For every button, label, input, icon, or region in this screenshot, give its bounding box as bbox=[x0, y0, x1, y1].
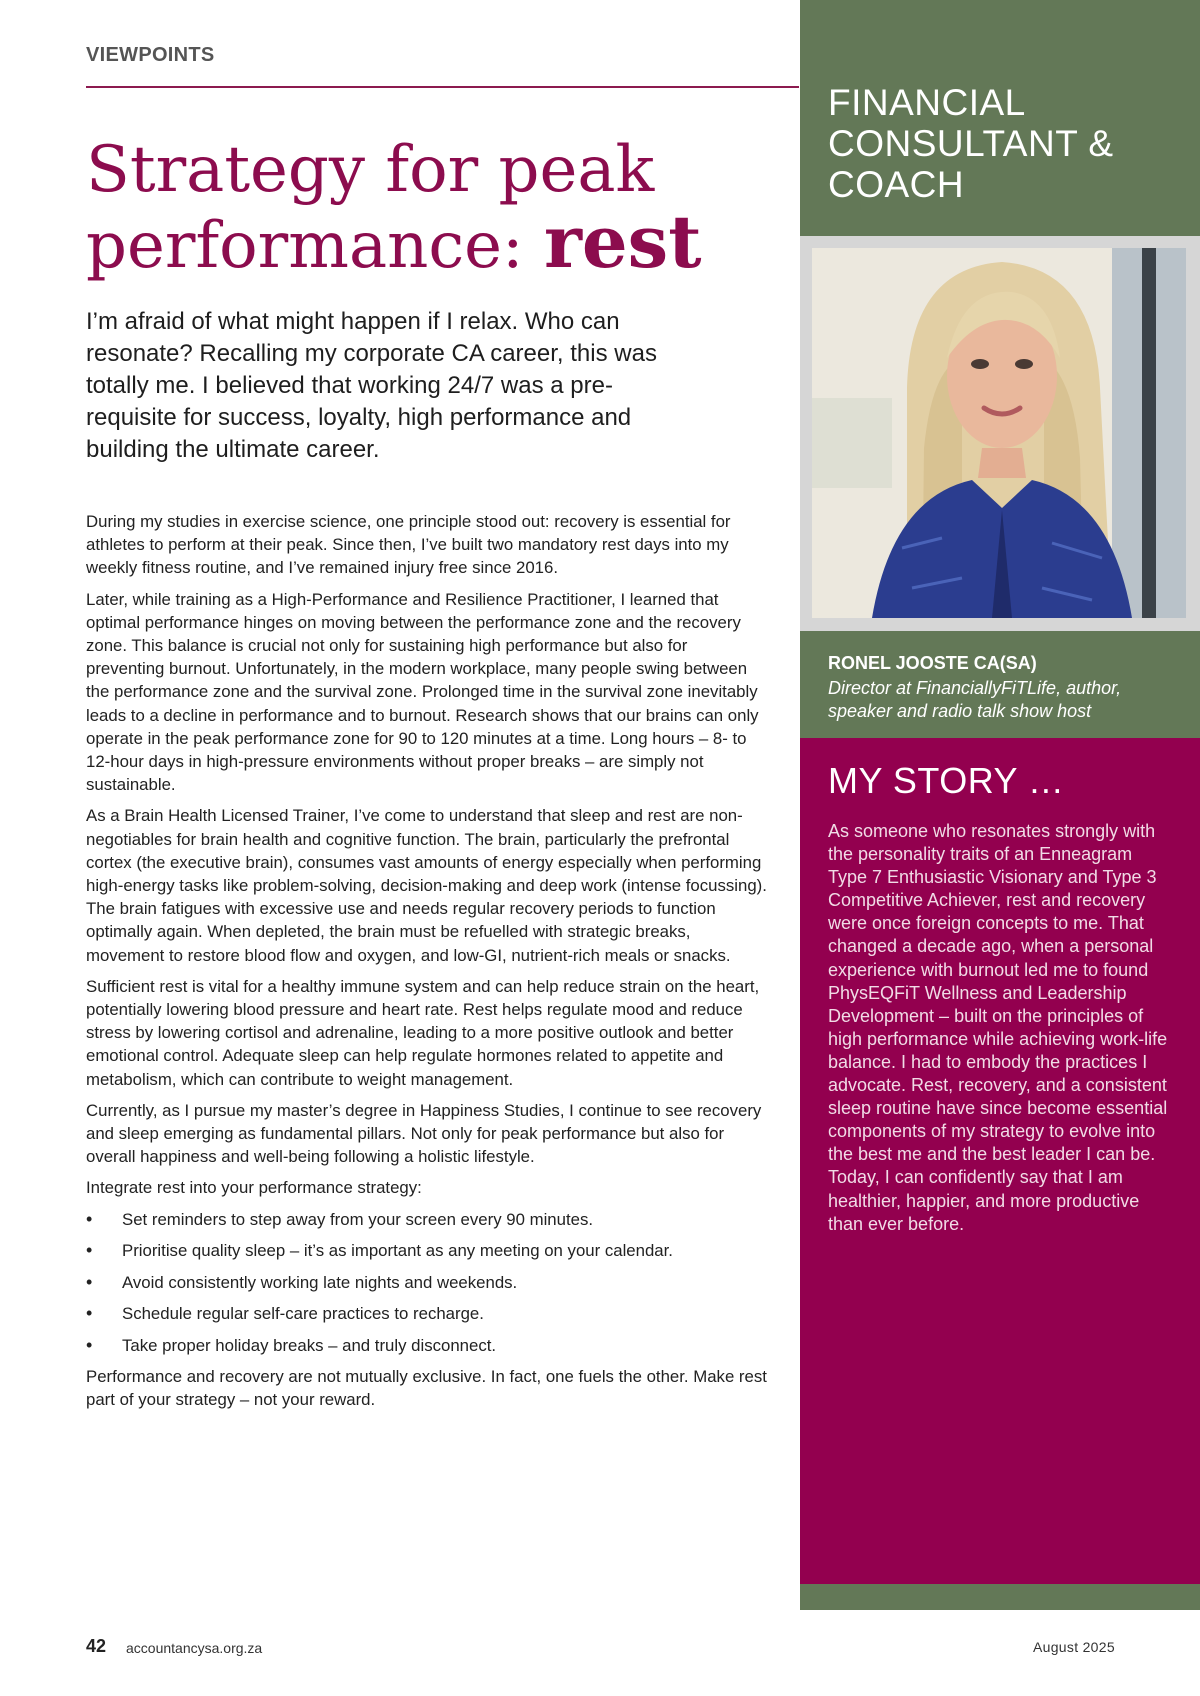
bullet-icon: • bbox=[86, 1334, 93, 1355]
bullet-icon: • bbox=[86, 1303, 93, 1324]
list-item bbox=[86, 1302, 770, 1325]
page-number: 42 bbox=[86, 1636, 107, 1656]
list-item bbox=[86, 1334, 770, 1357]
list-item-text: Take proper holiday breaks – and truly disconnect. bbox=[122, 1335, 497, 1355]
article-body bbox=[86, 510, 770, 1420]
bullet-icon: • bbox=[86, 1240, 93, 1261]
author-bio-block bbox=[800, 631, 1200, 738]
bullet-icon: • bbox=[86, 1271, 93, 1292]
body-paragraph: Sufficient rest is vital for a healthy immune system and can help reduce strain on the heart, potentially lowering blood pressure and heart rate. Rest helps regulate mood and reduce stress by lowering cortisol and adrenaline, leading to a more positive outlook and better emotional control. Adequate sleep can help regulate hormones related to appetite and metabolism, which can contribute to weight management. bbox=[86, 976, 760, 1089]
list-item-text: Avoid consistently working late nights and weekends. bbox=[122, 1272, 518, 1292]
author-role: Director at FinanciallyFiTLife, author, speaker and radio talk show host bbox=[828, 678, 1122, 721]
list-item-text: Set reminders to step away from your screen every 90 minutes. bbox=[122, 1209, 594, 1229]
section-label: VIEWPOINTS bbox=[86, 44, 215, 66]
body-paragraph: During my studies in exercise science, one principle stood out: recovery is essential for athletes to perform at their peak. Since then, I’ve built two mandatory rest days into my weekly fitness routine, and I’ve remained injury free since 2016. bbox=[86, 512, 731, 578]
lead-paragraph: I’m afraid of what might happen if I relax. Who can resonate? Recalling my corporate CA career, this was totally me. I believed that working 24/7 was a pre-requisite for success, loyalty, high performance and building the ultimate career. bbox=[86, 308, 657, 463]
portrait-illustration bbox=[812, 248, 1186, 618]
my-story-block bbox=[800, 738, 1200, 1584]
body-paragraph: Currently, as I pursue my master’s degree in Happiness Studies, I continue to see recovery and sleep emerging as fundamental pillars. Not only for peak performance but also for overall happiness and well-being following a holistic lifestyle. bbox=[86, 1100, 762, 1167]
closing-paragraph: Performance and recovery are not mutually exclusive. In fact, one fuels the other. Make rest part of your strategy – not your reward. bbox=[86, 1367, 767, 1410]
website-link[interactable]: accountancysa.org.za bbox=[126, 1640, 263, 1656]
author-photo bbox=[812, 248, 1186, 618]
issue-date: August 2025 bbox=[1033, 1639, 1115, 1655]
bullet-icon: • bbox=[86, 1208, 93, 1229]
story-heading: MY STORY … bbox=[828, 760, 1065, 801]
body-paragraph: As a Brain Health Licensed Trainer, I’ve come to understand that sleep and rest are non-negotiables for brain health and cognitive function. The brain, particularly the prefrontal cortex (the executive brain), consumes vast amounts of energy especially when performing high-energy tasks like problem-solving, decision-making and deep work (intense focussing). The brain fatigues with excessive use and needs regular recovery periods to function optimally again. When depleted, the brain must be refuelled with strategic breaks, movement to restore blood flow and oxygen, and low-GI, nutrient-rich meals or snacks. bbox=[86, 806, 767, 965]
headline bbox=[86, 134, 786, 282]
author-photo-frame bbox=[800, 236, 1200, 631]
list-item-text: Schedule regular self-care practices to recharge. bbox=[122, 1304, 484, 1324]
tips-list bbox=[86, 1208, 770, 1357]
headline-emphasis: rest bbox=[543, 199, 702, 284]
list-item bbox=[86, 1208, 770, 1231]
author-sidebar bbox=[800, 0, 1200, 1610]
list-item-text: Prioritise quality sleep – it’s as important as any meeting on your calendar. bbox=[122, 1241, 673, 1261]
sidebar-title-block bbox=[800, 0, 1200, 236]
author-name: RONEL JOOSTE CA(SA) bbox=[828, 653, 1037, 673]
list-intro: Integrate rest into your performance strategy: bbox=[86, 1178, 422, 1198]
sidebar-title: FINANCIAL CONSULTANT & COACH bbox=[828, 82, 1114, 205]
body-paragraph: Later, while training as a High-Performance and Resilience Practitioner, I learned that optimal performance hinges on moving between the performance zone and the recovery zone. This balance is crucial not only for sustaining high performance but also for preventing burnout. Unfortunately, in the modern workplace, many people swing between the performance zone and the survival zone. Prolonged time in the survival zone inevitably leads to a decline in performance and to burnout. Research shows that our brains can only operate in the peak performance zone for 90 to 120 minutes at a time. Long hours – 8- to 12-hour days in high-pressure environments without proper breaks – are simply not sustainable. bbox=[86, 589, 759, 795]
sidebar-bottom-band bbox=[800, 1584, 1200, 1610]
headline-line-2: performance: bbox=[86, 209, 544, 283]
list-item bbox=[86, 1239, 770, 1262]
top-divider bbox=[86, 86, 799, 88]
story-text: As someone who resonates strongly with the personality traits of an Enneagram Type 7 Enthusiastic Visionary and Type 3 Competitive Achiever, rest and recovery were once foreign concepts to me. That changed a decade ago, when a personal experience with burnout led me to found PhysEQFiT Wellness and Leadership Development – built on the principles of high performance while achieving work-life balance. I had to embody the practices I advocate. Rest, recovery, and a consistent sleep routine have since become essential components of my strategy to evolve into the best me and the best leader I can be. Today, I can confidently say that I am healthier, happier, and more productive than ever before. bbox=[828, 821, 1168, 1234]
list-item bbox=[86, 1271, 770, 1294]
headline-line-1: Strategy for peak bbox=[86, 133, 655, 207]
